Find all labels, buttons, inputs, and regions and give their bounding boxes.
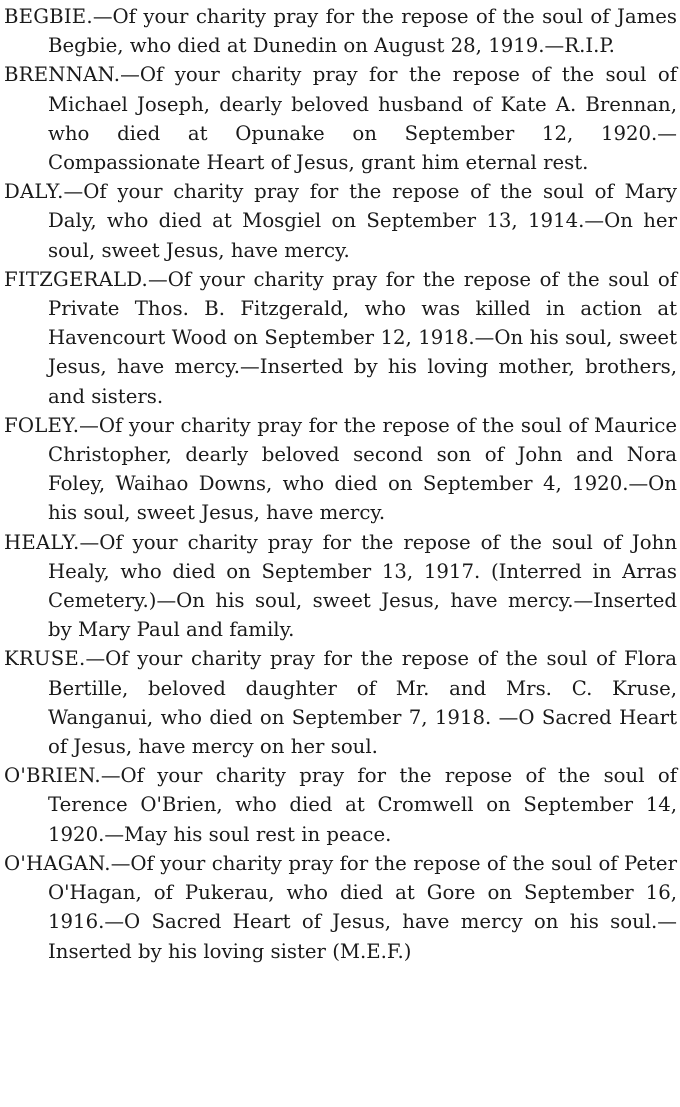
notice-text: —Of your charity pray for the repose of the soul of Private Thos. B. Fitzgerald, who was killed in action at Havencourt Wood on September 12, 1918.—On his soul, sweet Jesus, have mercy.—Inserted by his loving mother, brothers, and sisters. (48, 267, 677, 408)
notice-text: —Of your charity pray for the repose of the soul of James Begbie, who died at Dunedin on August 28, 1919.—R.I.P. (48, 5, 677, 58)
notice-surname: BRENNAN. (4, 63, 121, 87)
notice-foley (4, 411, 677, 528)
notice-surname: O'HAGAN. (4, 851, 111, 875)
notice-obrien (4, 761, 677, 849)
notice-text: —Of your charity pray for the repose of the soul of John Healy, who died on September 13, 1917. (Interred in Arras Cemetery.)—On his soul, sweet Jesus, have mercy.—Inserted by Mary Paul and family. (48, 530, 677, 642)
notice-ohagan (4, 849, 677, 966)
notice-begbie (4, 2, 677, 60)
notice-fitzgerald (4, 265, 677, 411)
notice-surname: BEGBIE. (4, 5, 93, 28)
notice-surname: FOLEY. (4, 413, 80, 437)
notice-surname: HEALY. (4, 530, 80, 554)
notice-text: —Of your charity pray for the repose of the soul of Terence O'Brien, who died at Cromwell on September 14, 1920.—May his soul rest in peace. (48, 764, 677, 846)
notice-text: —Of your charity pray for the repose of the soul of Peter O'Hagan, of Pukerau, who died at Gore on September 16, 1916.—O Sacred Heart of Jesus, have mercy on his soul.—Inserted by his loving sister (M.E.F.) (48, 851, 677, 963)
notice-text: —Of your charity pray for the repose of the soul of Flora Bertille, beloved daughter of Mr. and Mrs. C. Kruse, Wanganui, who died on September 7, 1918. —O Sacred Heart of Jesus, have mercy on her soul. (48, 647, 677, 759)
notice-text: —Of your charity pray for the repose of the soul of Mary Daly, who died at Mosgiel on September 13, 1914.—On her soul, sweet Jesus, have mercy. (48, 180, 677, 262)
notice-surname: O'BRIEN. (4, 764, 101, 788)
notice-text: —Of your charity pray for the repose of the soul of Michael Joseph, dearly beloved husband of Kate A. Brennan, who died at Opunake on September 12, 1920.—Compassionate Heart of Jesus, grant him eternal rest. (48, 63, 677, 175)
notice-brennan (4, 60, 677, 177)
notice-surname: KRUSE. (4, 647, 86, 671)
notice-daly (4, 177, 677, 265)
notice-surname: DALY. (4, 180, 64, 204)
notice-surname: FITZGERALD. (4, 267, 149, 291)
notice-kruse (4, 644, 677, 761)
notice-text: —Of your charity pray for the repose of the soul of Maurice Christopher, dearly beloved second son of John and Nora Foley, Waihao Downs, who died on September 4, 1920.—On his soul, sweet Jesus, have mercy. (48, 413, 677, 525)
notice-healy (4, 528, 677, 645)
